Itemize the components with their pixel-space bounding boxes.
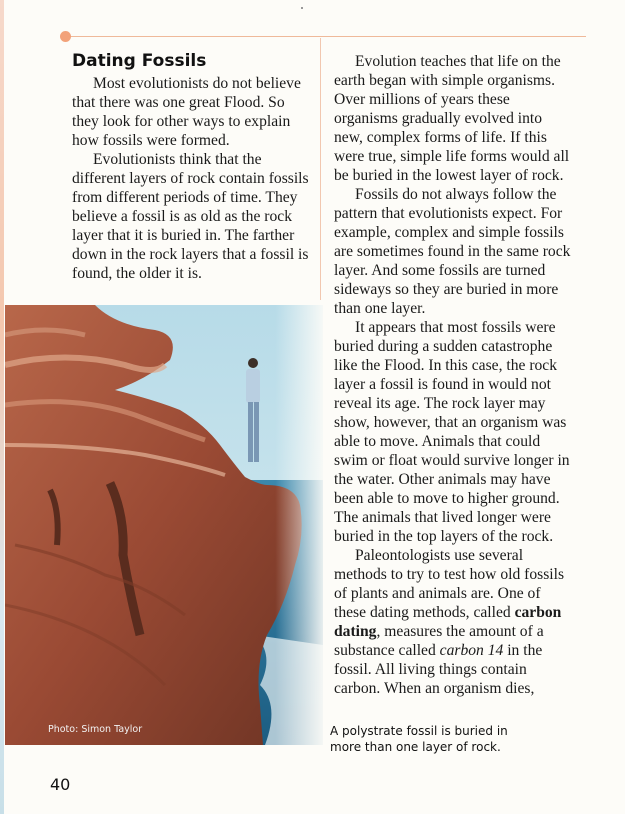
page-edge-stripe	[0, 0, 4, 814]
photo-caption: A polystrate fossil is buried in more than one layer of rock.	[330, 724, 508, 754]
photo-credit: Photo: Simon Taylor	[48, 724, 143, 735]
right-paragraph-3: It appears that most fossils were buried during a sudden catastrophe like the Flood. In this case, the rock layer a fossil is found in would not reveal its age. The rock layer may show, however, that an organism was able to move. Animals that could swim or float would survive longer in the water. Other animals may have been able to move to higher ground. The animals that lived longer were buried in the top layers of the rock.	[334, 319, 570, 545]
right-paragraph-1: Evolution teaches that life on the earth began with simple organisms. Over millions of years these organisms gradually evolved into new, complex forms of life. If this were true, simple life forms would all be buried in the lowest layer of rock.	[334, 53, 570, 184]
right-paragraph-4	[334, 546, 574, 698]
right-column-text	[334, 52, 574, 698]
header-bullet	[60, 31, 71, 42]
carbon-14-term: carbon 14	[439, 642, 504, 659]
left-paragraph-1: Most evolutionists do not believe that there was one great Flood. So they look for other ways to explain how fossils were formed.	[72, 75, 301, 149]
cliff-photo	[5, 305, 323, 745]
section-heading: Dating Fossils	[72, 51, 207, 71]
p4-text-before: Paleontologists use several methods to try to test how old fossils of plants and animals are. One of these dating methods, called	[334, 547, 565, 621]
print-speck	[301, 7, 303, 9]
left-paragraph-2: Evolutionists think that the different layers of rock contain fossils from different periods of time. They believe a fossil is as old as the rock layer that it is buried in. The farther down in the rock layers that a fossil is found, the older it is.	[72, 151, 309, 282]
p4-text-after: in the fossil. All living things contain carbon. When an organism dies,	[334, 642, 543, 697]
cliff-illustration	[5, 305, 323, 745]
right-paragraph-2: Fossils do not always follow the pattern that evolutionists expect. For example, complex and simple fossils are sometimes found in the same rock layer. And some fossils are turned sideways so they are buried in more than one layer.	[334, 186, 571, 317]
column-divider	[320, 38, 321, 300]
p4-text-middle: , measures the amount of a substance called	[334, 623, 544, 659]
page-number: 40	[50, 775, 71, 794]
header-rule	[66, 36, 586, 37]
carbon-dating-term: carbon dating	[334, 604, 562, 640]
left-column-text	[72, 74, 312, 283]
